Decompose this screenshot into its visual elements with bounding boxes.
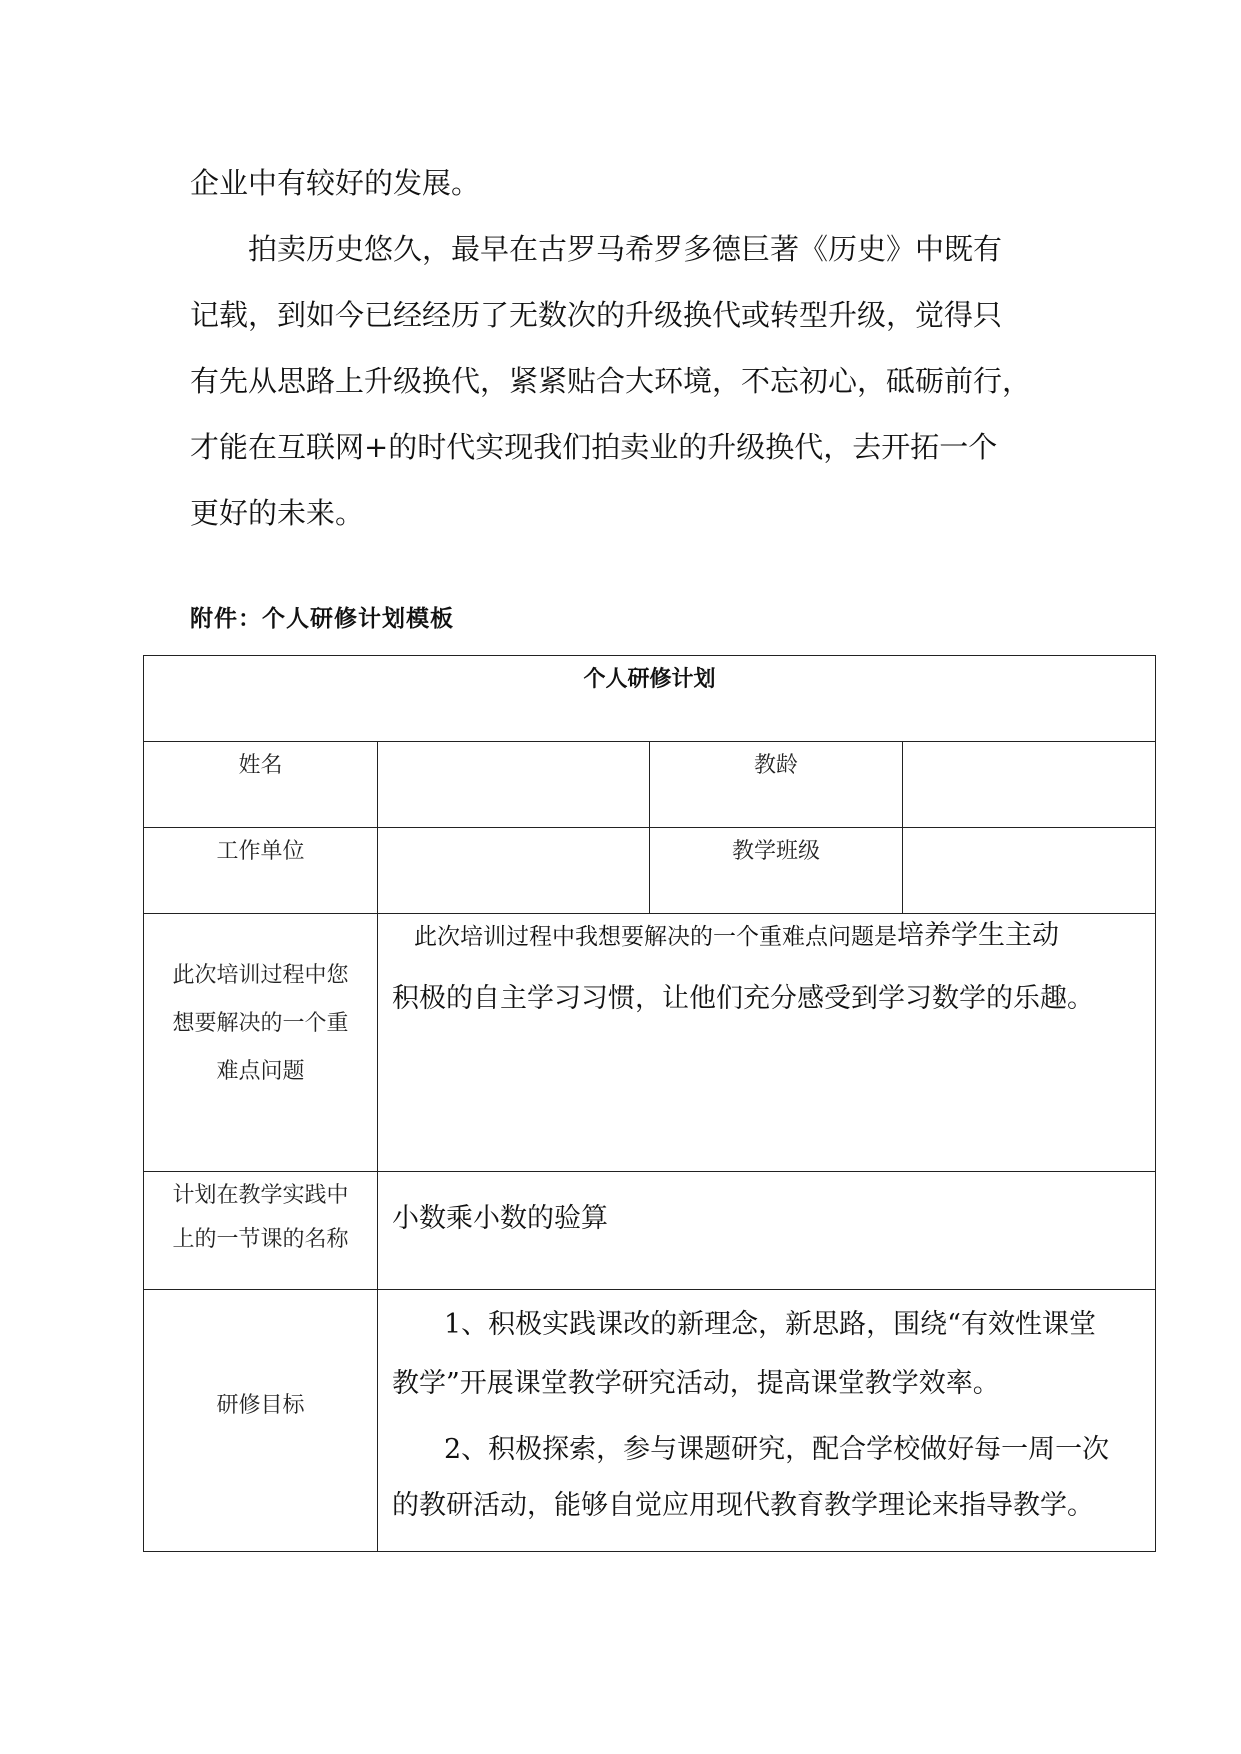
- name-value-cell[interactable]: [378, 742, 650, 828]
- paragraph-line: 企业中有较好的发展。: [190, 166, 481, 200]
- label-line: 难点问题: [216, 1058, 305, 1084]
- content-line: 积极的自主学习习惯，让他们充分感受到学习数学的乐趣。: [392, 983, 1094, 1014]
- label-line: 计划在教学实践中: [172, 1183, 349, 1208]
- table-row: [144, 914, 1156, 1172]
- teaching-class-value-cell[interactable]: [903, 828, 1156, 914]
- goal-line: 的教研活动，能够自觉应用现代教育教学理论来指导教学。: [392, 1490, 1094, 1521]
- study-plan-table: [143, 655, 1156, 1552]
- teaching-class-label: 教学班级: [650, 828, 903, 914]
- paragraph-line: 记载，到如今已经经历了无数次的升级换代或转型升级，觉得只: [190, 298, 1003, 332]
- paragraph-line: 有先从思路上升级换代，紧紧贴合大环境，不忘初心，砥砺前行，: [190, 364, 1032, 398]
- study-goal-content[interactable]: [378, 1290, 1156, 1552]
- table-row: [144, 828, 1156, 914]
- table-row: [144, 742, 1156, 828]
- body-paragraph-1: [190, 150, 1050, 216]
- label-line: 此次培训过程中您: [172, 962, 349, 988]
- goal-line: 2、积极探索，参与课题研究，配合学校做好每一周一次: [444, 1434, 1110, 1465]
- workplace-label: 工作单位: [144, 828, 378, 914]
- goal-line: 1、积极实践课改的新理念，新思路，围绕“有效性课堂: [444, 1309, 1096, 1340]
- name-label: 姓名: [144, 742, 378, 828]
- study-goal-label: 研修目标: [144, 1290, 378, 1552]
- content-line: [392, 916, 1149, 957]
- table-row: [144, 656, 1156, 742]
- table-title: 个人研修计划: [144, 656, 1156, 742]
- paragraph-line: 更好的未来。: [190, 496, 365, 530]
- table-row: [144, 1290, 1156, 1552]
- teaching-age-value-cell[interactable]: [903, 742, 1156, 828]
- content-text-large: 培养学生主动: [897, 920, 1059, 951]
- goal-line: 教学”开展课堂教学研究活动，提高课堂教学效率。: [392, 1368, 1000, 1399]
- workplace-value-cell[interactable]: [378, 828, 650, 914]
- table-row: [144, 1172, 1156, 1290]
- teaching-age-label: 教龄: [650, 742, 903, 828]
- label-line: 上的一节课的名称: [172, 1227, 349, 1252]
- key-problem-content[interactable]: [378, 914, 1156, 1172]
- lesson-name-label: [144, 1172, 378, 1290]
- paragraph-line: 才能在互联网+的时代实现我们拍卖业的升级换代，去开拓一个: [190, 430, 998, 464]
- body-paragraph-2: [190, 216, 1050, 546]
- attachment-title: 附件：个人研修计划模板: [190, 606, 454, 632]
- key-problem-label: [144, 914, 378, 1172]
- lesson-name-value[interactable]: 小数乘小数的验算: [378, 1172, 1156, 1290]
- content-text-small: 此次培训过程中我想要解决的一个重难点问题是: [414, 924, 897, 950]
- label-line: 想要解决的一个重: [172, 1010, 349, 1036]
- paragraph-line: 拍卖历史悠久，最早在古罗马希罗多德巨著《历史》中既有: [248, 232, 1003, 266]
